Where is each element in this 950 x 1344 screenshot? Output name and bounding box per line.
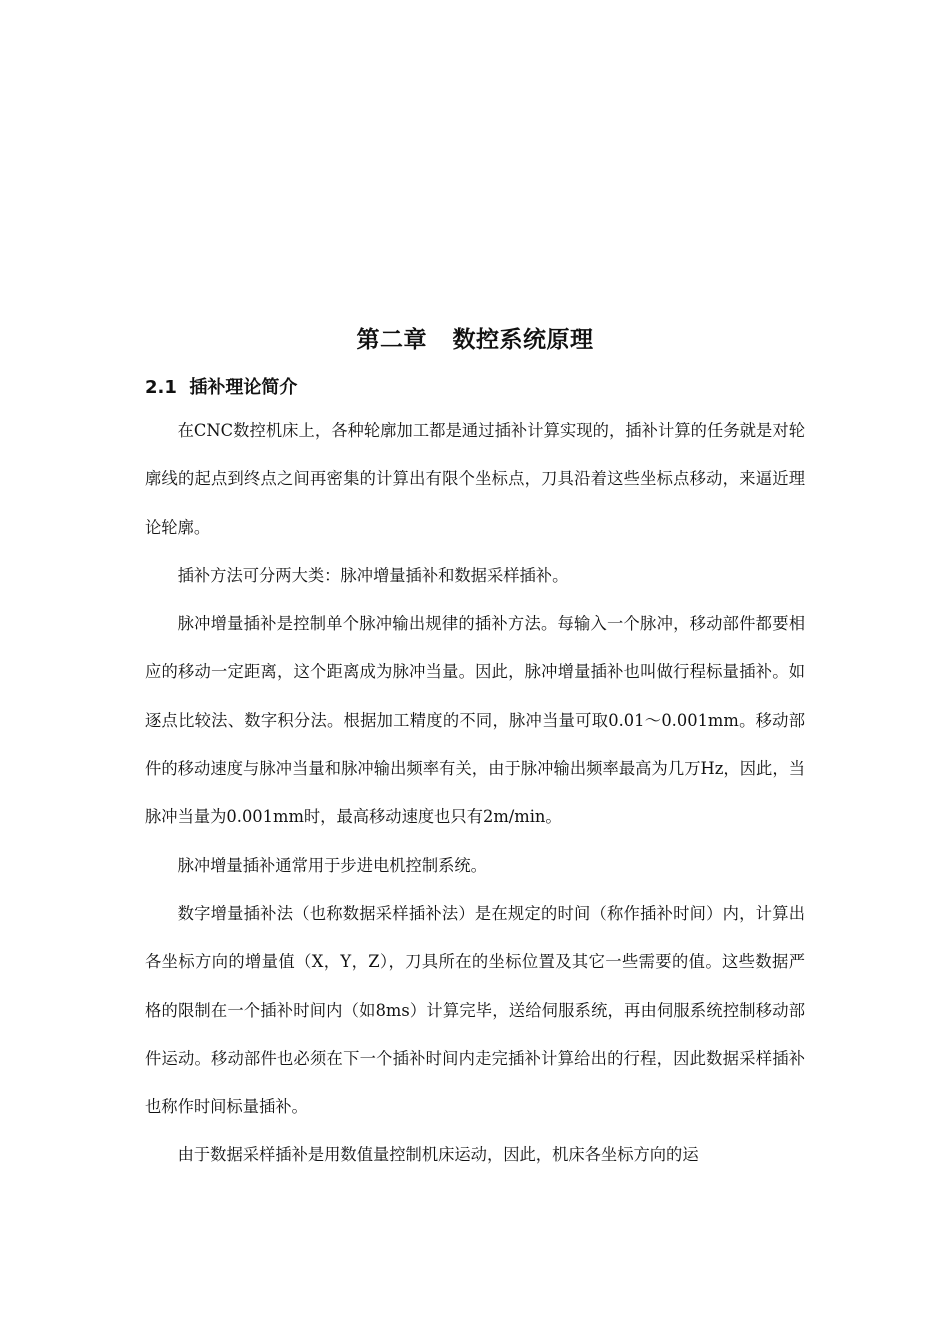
paragraph-pulse-increment: 脉冲增量插补是控制单个脉冲输出规律的插补方法。每输入一个脉冲，移动部件都要相应的移动一定距离，这个距离成为脉冲当量。因此，脉冲增量插补也叫做行程标量插补。如逐点比较法、数字积分法。根据加工精度的不同，脉冲当量可取0.01～0.001mm。移动部件的移动速度与脉冲当量和脉冲输出频率有关，由于脉冲输出频率最高为几万Hz，因此，当脉冲当量为0.001mm时，最高移动速度也只有2m/min。 bbox=[145, 614, 805, 827]
body-text bbox=[145, 407, 805, 1180]
paragraph-numeric-control: 由于数据采样插补是用数值量控制机床运动，因此，机床各坐标方向的运 bbox=[177, 1145, 699, 1165]
paragraph-cnc-interpolation: 在CNC数控机床上，各种轮廓加工都是通过插补计算实现的，插补计算的任务就是对轮廓线的起点到终点之间再密集的计算出有限个坐标点，刀具沿着这些坐标点移动，来逼近理论轮廓。 bbox=[145, 421, 805, 537]
chapter-title: 第二章 数控系统原理 bbox=[356, 327, 594, 353]
paragraph-stepper-usage: 脉冲增量插补通常用于步进电机控制系统。 bbox=[177, 855, 487, 875]
section-title: 2.1 插补理论简介 bbox=[145, 377, 298, 398]
paragraph-data-sampling: 数字增量插补法（也称数据采样插补法）是在规定的时间（称作插补时间）内，计算出各坐标方向的增量值（X，Y，Z），刀具所在的坐标位置及其它一些需要的值。这些数据严格的限制在一个插补时间内（如8ms）计算完毕，送给伺服系统，再由伺服系统控制移动部件运动。移动部件也必须在下一个插补时间内走完插补计算给出的行程，因此数据采样插补也称作时间标量插补。 bbox=[145, 903, 805, 1117]
paragraph-interpolation-types: 插补方法可分两大类：脉冲增量插补和数据采样插补。 bbox=[177, 565, 569, 585]
